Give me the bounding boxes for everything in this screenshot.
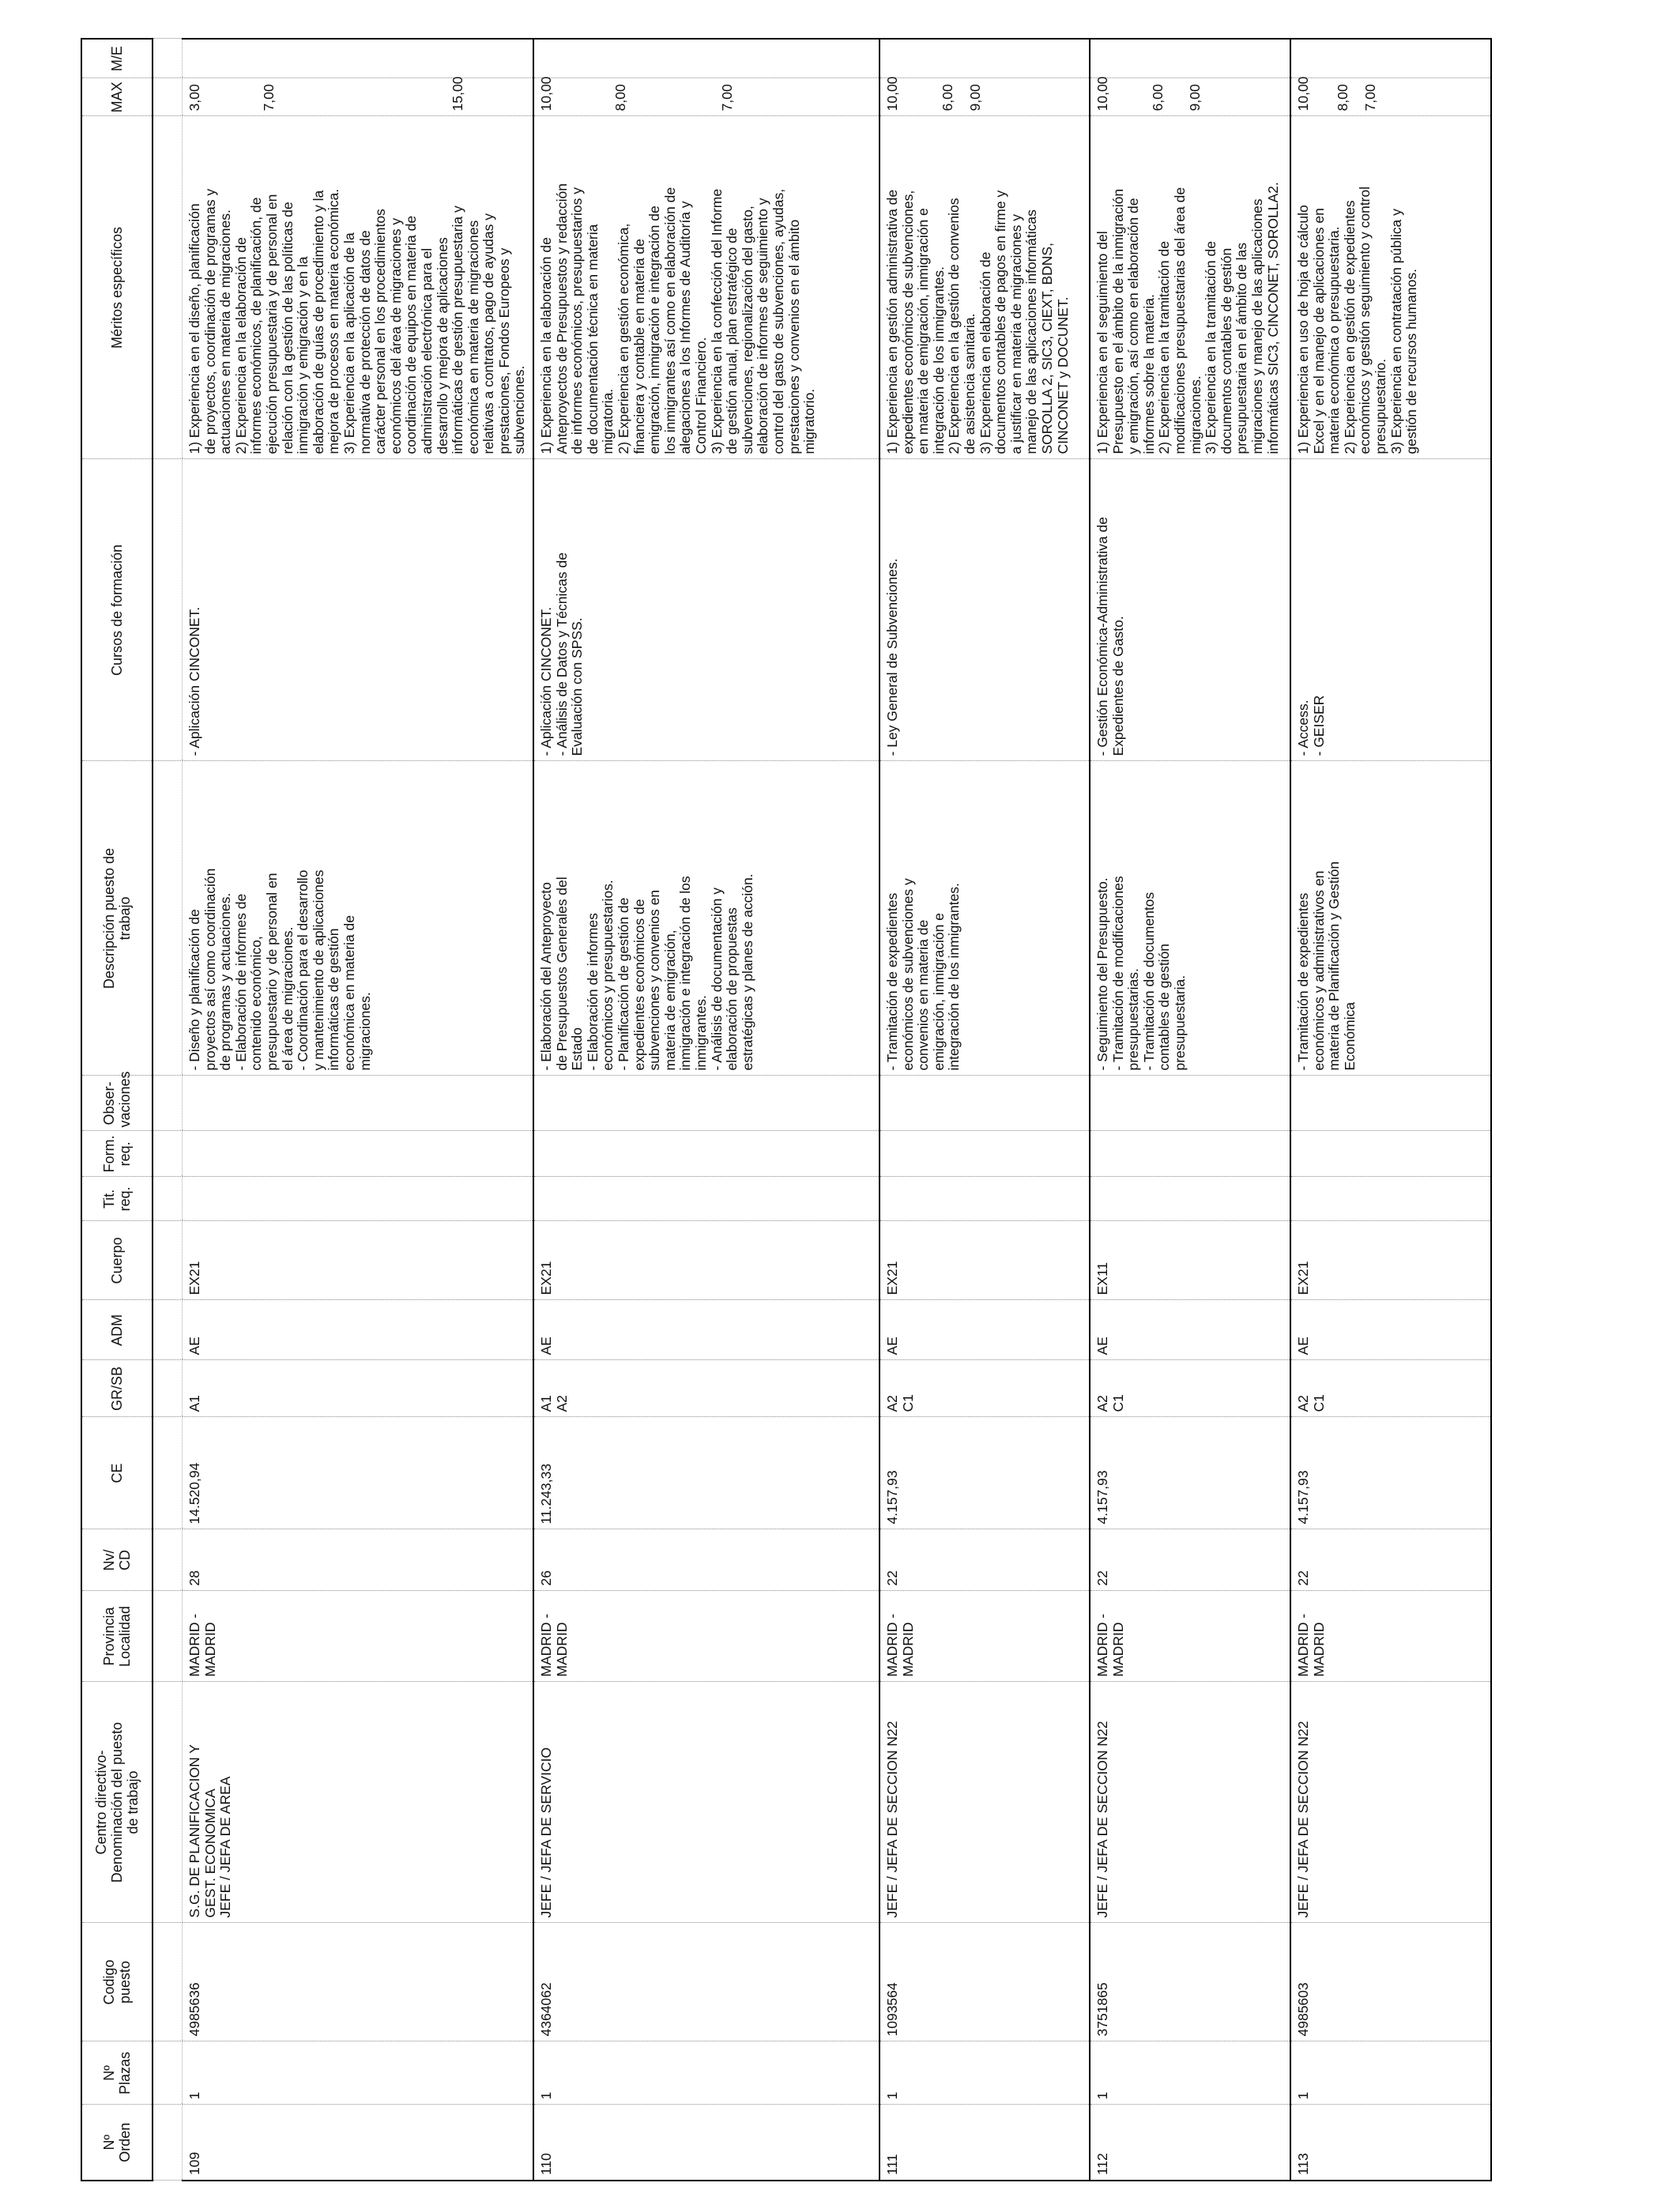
cell-formacion <box>1290 1131 1491 1177</box>
cell-plazas: 1 <box>1090 2041 1290 2105</box>
cell-max <box>880 78 1090 116</box>
max-value: 9,00 <box>1187 84 1203 111</box>
header-cursos: Cursos de formación <box>81 459 153 761</box>
cell-cuerpo: EX21 <box>1290 1221 1491 1300</box>
header-adm: ADM <box>81 1300 153 1360</box>
cell-centro: JEFE / JEFA DE SERVICIO <box>533 1682 880 1923</box>
cell-titulacion <box>533 1177 880 1221</box>
cell-codigo: 1093564 <box>880 1923 1090 2041</box>
cell-descripcion: - Elaboración del Anteproyecto de Presupuestos Generales del Estado - Elaboración de informes económicos y presupuestarios. - Planificación de gestión de expedientes económicos de subvenciones y convenios en materia de emigración, inmigración e integración de los inmigrantes. - Análisis de documentación y elaboración de propuestas estratégicas y planes de acción. <box>533 761 880 1076</box>
cell-observaciones <box>1290 1076 1491 1131</box>
cell-me <box>1290 39 1491 78</box>
max-value: 7,00 <box>260 84 277 111</box>
max-value: 6,00 <box>939 84 955 111</box>
cell-me <box>183 39 534 78</box>
max-value: 10,00 <box>884 76 901 111</box>
cell-centro: JEFE / JEFA DE SECCION N22 <box>1290 1682 1491 1923</box>
table-row <box>183 39 534 2181</box>
cell-me <box>1090 39 1290 78</box>
cell-max <box>1290 78 1491 116</box>
cell-plazas: 1 <box>533 2041 880 2105</box>
max-value: 6,00 <box>1149 84 1166 111</box>
cell-cuerpo: EX21 <box>880 1221 1090 1300</box>
header-cuerpo: Cuerpo <box>81 1221 153 1300</box>
header-ce: CE <box>81 1417 153 1529</box>
spacer-cell <box>153 1300 183 1360</box>
cell-meritos: 1) Experiencia en el diseño, planificación de proyectos, coordinación de programas y actuaciones en materia de migraciones. 2) Experiencia en la elaboración de informes económicos, de planificación, de ejecución presupuestaria y de personal en relación con la gestión de las políticas de inmigración y emigración y en la elaboración de guías de procedimiento y la mejora de procesos en materia económica. 3) Experiencia en la aplicación de la normativa de protección de datos de carácter personal en los procedimientos económicos del área de migraciones y coordinación de equipos en materia de administración electrónica para el desarrollo y mejora de aplicaciones informáticas de gestión presupuestaria y económica en materia de migraciones relativas a contratos, pago de ayudas y prestaciones, Fondos Europeos y subvenciones. <box>183 116 534 459</box>
header-provincia: Provincia Localidad <box>81 1591 153 1682</box>
cell-meritos: 1) Experiencia en uso de hoja de cálculo Excel y en el manejo de aplicaciones en materia económica o presupuestaria. 2) Experiencia en gestión de expedientes económicos y gestión seguimiento y control presupuestario. 3) Experiencia en contratación pública y gestión de recursos humanos. <box>1290 116 1491 459</box>
table-row <box>1090 39 1290 2181</box>
header-max: MAX <box>81 78 153 116</box>
cell-cuerpo: EX11 <box>1090 1221 1290 1300</box>
cell-provincia: MADRID - MADRID <box>533 1591 880 1682</box>
cell-centro: JEFE / JEFA DE SECCION N22 <box>1090 1682 1290 1923</box>
spacer-cell <box>153 1417 183 1529</box>
cell-formacion <box>880 1131 1090 1177</box>
cell-max <box>533 78 880 116</box>
max-value: 8,00 <box>1334 84 1350 111</box>
max-value: 10,00 <box>1094 76 1111 111</box>
header-formacion: Form. req. <box>81 1131 153 1177</box>
cell-nivel: 22 <box>1290 1529 1491 1591</box>
max-value: 10,00 <box>538 76 555 111</box>
cell-plazas: 1 <box>183 2041 534 2105</box>
max-value: 3,00 <box>186 84 202 111</box>
cell-titulacion <box>183 1177 534 1221</box>
cell-cuerpo: EX21 <box>183 1221 534 1300</box>
cell-adm: AE <box>183 1300 534 1360</box>
spacer-cell <box>153 116 183 459</box>
header-centro: Centro directivo- Denominación del puesto de trabajo <box>81 1682 153 1923</box>
cell-cursos: - Gestión Económica-Administrativa de Expedientes de Gasto. <box>1090 459 1290 761</box>
cell-provincia: MADRID - MADRID <box>880 1591 1090 1682</box>
cell-observaciones <box>1090 1076 1290 1131</box>
spacer-cell <box>153 39 183 78</box>
cell-provincia: MADRID - MADRID <box>183 1591 534 1682</box>
cell-cursos: - Aplicación CINCONET. - Análisis de Datos y Técnicas de Evaluación con SPSS. <box>533 459 880 761</box>
cell-provincia: MADRID - MADRID <box>1090 1591 1290 1682</box>
spacer-cell <box>153 2105 183 2181</box>
cell-nivel: 22 <box>1090 1529 1290 1591</box>
table-row <box>1290 39 1491 2181</box>
header-orden: Nº Orden <box>81 2105 153 2181</box>
header-grupo: GR/SB <box>81 1360 153 1417</box>
cell-ce: 14.520,94 <box>183 1417 534 1529</box>
cell-observaciones <box>533 1076 880 1131</box>
cell-centro: S.G. DE PLANIFICACION Y GEST. ECONOMICA JEFE / JEFA DE AREA <box>183 1682 534 1923</box>
cell-meritos: 1) Experiencia en la elaboración de Anteproyectos de Presupuestos y redacción de informes económicos, presupuestarios y de documentación técnica en materia migratoria. 2) Experiencia en gestión económica, financiera y contable en materia de emigración, inmigración e integración de los inmigrantes así como en elaboración de alegaciones a los Informes de Auditoría y Control Financiero. 3) Experiencia en la confección del Informe de gestión anual, plan estratégico de subvenciones, regionalización del gasto, elaboración de informes de seguimiento y control del gasto de subvenciones, ayudas, prestaciones y convenios en el ámbito migratorio. <box>533 116 880 459</box>
cell-descripcion: - Seguimiento del Presupuesto. - Tramitación de modificaciones presupuestarias. - Tramitación de documentos contables de gestión presupuestaria. <box>1090 761 1290 1076</box>
cell-adm: AE <box>1290 1300 1491 1360</box>
spacer-cell <box>153 1591 183 1682</box>
header-row <box>81 39 153 2181</box>
cell-ce: 4.157,93 <box>1290 1417 1491 1529</box>
cell-formacion <box>1090 1131 1290 1177</box>
header-titulacion: Tit. req. <box>81 1177 153 1221</box>
spacer-cell <box>153 1360 183 1417</box>
cell-grupo: A1 <box>183 1360 534 1417</box>
cell-cursos: - Ley General de Subvenciones. <box>880 459 1090 761</box>
spacer-cell <box>153 1682 183 1923</box>
cell-meritos: 1) Experiencia en el seguimiento del Presupuesto en el ámbito de la inmigración y emigración, así como en elaboración de informes sobre la materia. 2) Experiencia en la tramitación de modificaciones presupuestarias del área de migraciones. 3) Experiencia en la tramitación de documentos contables de gestión presupuestaria en el ámbito de las migraciones y manejo de las aplicaciones informáticas SIC3, CINCONET, SOROLLA2. <box>1090 116 1290 459</box>
spacer-cell <box>153 1529 183 1591</box>
cell-max <box>1090 78 1290 116</box>
cell-grupo: A2 C1 <box>1290 1360 1491 1417</box>
cell-cursos: - Access. - GEISER <box>1290 459 1491 761</box>
cell-grupo: A1 A2 <box>533 1360 880 1417</box>
spacer-cell <box>153 1221 183 1300</box>
cell-grupo: A2 C1 <box>1090 1360 1290 1417</box>
cell-ce: 4.157,93 <box>880 1417 1090 1529</box>
cell-grupo: A2 C1 <box>880 1360 1090 1417</box>
header-descripcion: Descripción puesto de trabajo <box>81 761 153 1076</box>
header-plazas: Nº Plazas <box>81 2041 153 2105</box>
cell-plazas: 1 <box>1290 2041 1491 2105</box>
cell-orden: 112 <box>1090 2105 1290 2181</box>
cell-meritos: 1) Experiencia en gestión administrativa de expedientes económicos de subvenciones, en materia de emigración, inmigración e integración de los inmigrantes. 2) Experiencia en la gestión de convenios de asistencia sanitaria. 3) Experiencia en elaboración de documentos contables de pagos en firme y a justificar en materia de migraciones y manejo de las aplicaciones informáticas SOROLLA 2, SIC3, CIEXT, BDNS, CINCONET y DOCUNET. <box>880 116 1090 459</box>
cell-me <box>533 39 880 78</box>
cell-centro: JEFE / JEFA DE SECCION N22 <box>880 1682 1090 1923</box>
cell-titulacion <box>1290 1177 1491 1221</box>
cell-plazas: 1 <box>880 2041 1090 2105</box>
cell-formacion <box>533 1131 880 1177</box>
spacer-cell <box>153 2041 183 2105</box>
max-value: 15,00 <box>450 76 466 111</box>
max-value: 7,00 <box>719 84 736 111</box>
cell-max <box>183 78 534 116</box>
cell-nivel: 28 <box>183 1529 534 1591</box>
cell-descripcion: - Tramitación de expedientes económicos y administrativos en materia de Planificación y Gestión Económica <box>1290 761 1491 1076</box>
spacer-cell <box>153 78 183 116</box>
header-spacer-row <box>153 39 183 2181</box>
cell-codigo: 4985636 <box>183 1923 534 2041</box>
cell-orden: 109 <box>183 2105 534 2181</box>
spacer-cell <box>153 1177 183 1221</box>
cell-provincia: MADRID - MADRID <box>1290 1591 1491 1682</box>
cell-orden: 111 <box>880 2105 1090 2181</box>
cell-codigo: 3751865 <box>1090 1923 1290 2041</box>
header-meritos: Méritos específicos <box>81 116 153 459</box>
cell-observaciones <box>183 1076 534 1131</box>
cell-me <box>880 39 1090 78</box>
cell-adm: AE <box>533 1300 880 1360</box>
cell-orden: 113 <box>1290 2105 1491 2181</box>
spacer-cell <box>153 1923 183 2041</box>
header-codigo: Codigo puesto <box>81 1923 153 2041</box>
cell-nivel: 22 <box>880 1529 1090 1591</box>
rotated-page <box>81 40 1663 2181</box>
max-value: 10,00 <box>1295 76 1312 111</box>
header-nivel: Nv/ CD <box>81 1529 153 1591</box>
cell-codigo: 4985603 <box>1290 1923 1491 2041</box>
spacer-cell <box>153 1076 183 1131</box>
cell-descripcion: - Diseño y planificación de proyectos así como coordinación de programas y actuaciones. - Elaboración de informes de contenido económico, presupuestario y de personal en el área de migraciones. - Coordinación para el desarrollo y mantenimiento de aplicaciones informáticas de gestión económica en materia de migraciones. <box>183 761 534 1076</box>
cell-cuerpo: EX21 <box>533 1221 880 1300</box>
cell-nivel: 26 <box>533 1529 880 1591</box>
header-observaciones: Obser- vaciones <box>81 1076 153 1131</box>
max-value: 7,00 <box>1362 84 1379 111</box>
cell-cursos: - Aplicación CINCONET. <box>183 459 534 761</box>
puestos-table <box>81 38 1492 2181</box>
max-value: 8,00 <box>612 84 628 111</box>
cell-adm: AE <box>880 1300 1090 1360</box>
cell-formacion <box>183 1131 534 1177</box>
cell-descripcion: - Tramitación de expedientes económicos de subvenciones y convenios en materia de emigración, inmigración e integración de los inmigrantes. <box>880 761 1090 1076</box>
max-value: 9,00 <box>967 84 984 111</box>
spacer-cell <box>153 459 183 761</box>
cell-titulacion <box>880 1177 1090 1221</box>
table-row <box>880 39 1090 2181</box>
cell-adm: AE <box>1090 1300 1290 1360</box>
cell-titulacion <box>1090 1177 1290 1221</box>
table-row <box>533 39 880 2181</box>
spacer-cell <box>153 761 183 1076</box>
cell-orden: 110 <box>533 2105 880 2181</box>
cell-ce: 4.157,93 <box>1090 1417 1290 1529</box>
cell-observaciones <box>880 1076 1090 1131</box>
spacer-cell <box>153 1131 183 1177</box>
cell-codigo: 4364062 <box>533 1923 880 2041</box>
header-me: M/E <box>81 39 153 78</box>
cell-ce: 11.243,33 <box>533 1417 880 1529</box>
